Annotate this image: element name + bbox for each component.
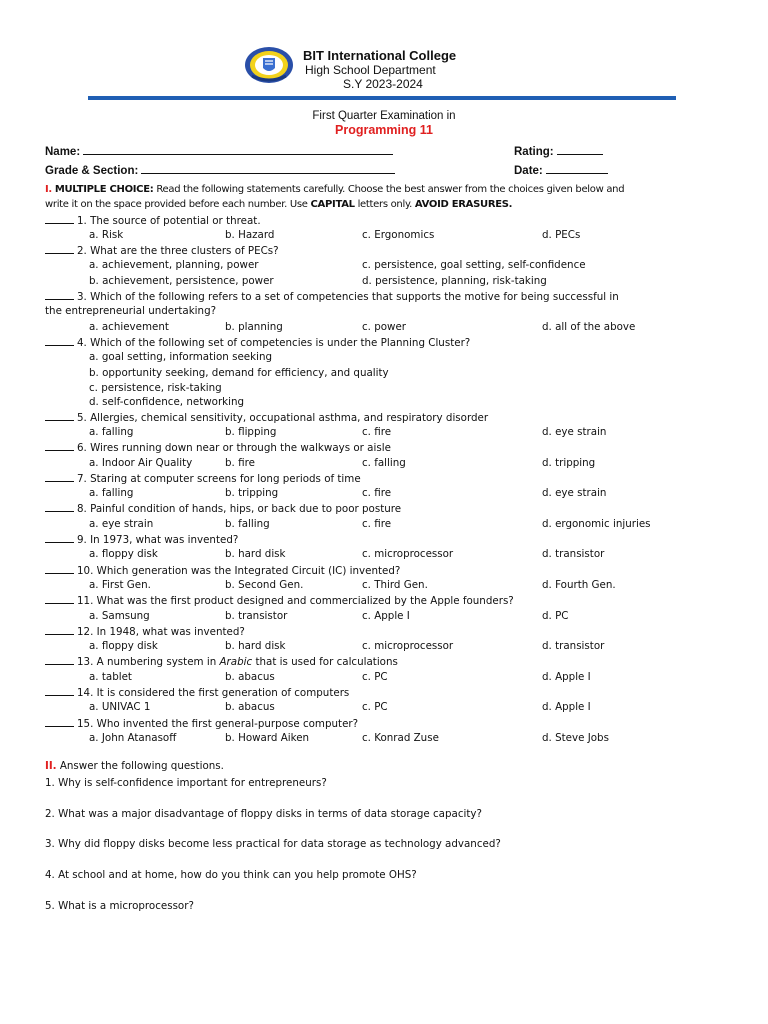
choice-b: b. Hazard <box>225 228 275 241</box>
header-rule <box>88 96 676 100</box>
instructions-line-2 <box>45 197 715 212</box>
choice-c: c. persistence, goal setting, self-confidence <box>362 259 586 272</box>
exam-title: First Quarter Examination in <box>312 110 456 122</box>
instructions-text-c: letters only. <box>354 199 415 211</box>
instructions-line-1 <box>45 182 715 197</box>
department: High School Department <box>305 62 436 77</box>
part1-multiple-choice <box>45 182 715 746</box>
choice-d: d. Steve Jobs <box>542 731 609 744</box>
choice-d: d. tripping <box>542 456 596 469</box>
question-3-cont: the entrepreneurial undertaking? <box>45 305 217 318</box>
answer-blank-5[interactable] <box>45 410 74 421</box>
choice-c: c. PC <box>362 701 388 714</box>
question-emphasis: Arabic <box>219 656 253 669</box>
question-15 <box>45 716 715 731</box>
answer-blank-2[interactable] <box>45 243 74 254</box>
choices-15 <box>45 731 715 746</box>
choice-d: d. Apple I <box>542 701 591 714</box>
date-line[interactable] <box>546 162 608 174</box>
subject-title: Programming 11 <box>335 123 433 137</box>
choice-a: a. tablet <box>89 670 132 683</box>
open-question-5: 5. What is a microprocessor? <box>45 900 194 912</box>
choice-c: c. Ergonomics <box>362 228 435 241</box>
answer-blank-1[interactable] <box>45 213 74 224</box>
question-text: 4. Which of the following set of competencies is under the Planning Cluster? <box>77 336 471 349</box>
question-2 <box>45 243 715 258</box>
date-label: Date: <box>514 165 543 177</box>
choice-b: b. planning <box>225 320 283 333</box>
choice-a: a. goal setting, information seeking <box>89 351 273 364</box>
answer-blank-10[interactable] <box>45 563 74 574</box>
question-9 <box>45 532 715 547</box>
choice-b: b. flipping <box>225 425 277 438</box>
school-year: S.Y 2023-2024 <box>343 76 423 91</box>
school-header <box>0 0 768 110</box>
grade-line[interactable] <box>141 162 395 174</box>
choice-a: a. falling <box>89 425 134 438</box>
question-5 <box>45 410 715 425</box>
choices-3 <box>45 320 715 335</box>
choices-8 <box>45 517 715 532</box>
question-12 <box>45 624 715 639</box>
avoid-erasures: AVOID ERASURES. <box>414 199 513 211</box>
choice-d: d. persistence, planning, risk-taking <box>362 274 547 287</box>
answer-blank-11[interactable] <box>45 593 74 604</box>
answer-blank-8[interactable] <box>45 501 74 512</box>
choice-a: a. Risk <box>89 228 124 241</box>
open-question-1: 1. Why is self-confidence important for entrepreneurs? <box>45 777 327 789</box>
choice-a: a. UNIVAC 1 <box>89 701 151 714</box>
choice-a: a. John Atanasoff <box>89 731 177 744</box>
choice-b: b. transistor <box>225 609 288 622</box>
choices-14 <box>45 700 715 715</box>
question-text: 14. It is considered the first generation of computers <box>77 687 350 699</box>
choice-a: a. First Gen. <box>89 578 151 591</box>
choice-d: d. PC <box>542 609 569 622</box>
choice-4a-row <box>45 350 715 365</box>
part2-instruction: Answer the following questions. <box>56 760 224 772</box>
question-text: 8. Painful condition of hands, hips, or back due to poor posture <box>77 503 402 516</box>
choices-7 <box>45 486 715 501</box>
answer-blank-7[interactable] <box>45 471 74 482</box>
choice-c: c. falling <box>362 456 406 469</box>
instructions-text-a: Read the following statements carefully. Choose the best answer from the choices given below and <box>153 184 625 195</box>
choice-b: b. hard disk <box>225 640 286 653</box>
question-text: 2. What are the three clusters of PECs? <box>77 245 279 258</box>
question-text: 5. Allergies, chemical sensitivity, occupational asthma, and respiratory disorder <box>77 411 489 424</box>
name-line[interactable] <box>83 143 393 155</box>
choice-b: b. fire <box>225 456 255 469</box>
question-6 <box>45 440 715 455</box>
answer-blank-12[interactable] <box>45 624 74 635</box>
answer-blank-6[interactable] <box>45 440 74 451</box>
choice-b: b. tripping <box>225 487 279 500</box>
choice-4b-row <box>45 366 715 381</box>
choices-12 <box>45 639 715 654</box>
question-text: 3. Which of the following refers to a set of competencies that supports the motive for being successful in <box>77 291 619 304</box>
choice-d: d. Fourth Gen. <box>542 578 616 591</box>
choice-c: c. persistence, risk-taking <box>89 381 222 394</box>
choice-c: c. fire <box>362 487 392 500</box>
school-name: BIT International College <box>303 48 457 63</box>
choice-d: d. transistor <box>542 640 605 653</box>
question-text: 11. What was the first product designed and commercialized by the Apple founders? <box>77 595 514 608</box>
question-text: 10. Which generation was the Integrated Circuit (IC) invented? <box>77 564 401 577</box>
choices-1 <box>45 228 715 243</box>
choice-a: a. floppy disk <box>89 640 158 653</box>
question-text: 15. Who invented the first general-purpose computer? <box>77 717 359 730</box>
answer-blank-3[interactable] <box>45 289 74 300</box>
choice-d: d. transistor <box>542 548 605 561</box>
rating-label: Rating: <box>514 146 554 158</box>
question-14 <box>45 685 715 700</box>
choice-d: d. ergonomic injuries <box>542 517 651 530</box>
name-field <box>45 143 393 158</box>
choice-a: a. Indoor Air Quality <box>89 456 193 469</box>
choices-5 <box>45 425 715 440</box>
part2-numeral: II. <box>45 760 57 772</box>
choice-c: c. Third Gen. <box>362 578 428 591</box>
choice-c: c. PC <box>362 670 388 683</box>
choices-6 <box>45 456 715 471</box>
open-question-3: 3. Why did floppy disks become less practical for data storage as technology advanced? <box>45 838 501 850</box>
choices-2-row1 <box>45 258 715 273</box>
choice-c: c. Konrad Zuse <box>362 731 439 744</box>
grade-label: Grade & Section: <box>45 165 139 177</box>
question-10 <box>45 563 715 578</box>
choice-a: a. achievement, planning, power <box>89 259 259 272</box>
question-11 <box>45 593 715 608</box>
choices-9 <box>45 547 715 562</box>
answer-blank-9[interactable] <box>45 532 74 543</box>
answer-blank-14[interactable] <box>45 685 74 696</box>
choice-b: b. hard disk <box>225 548 286 561</box>
question-text: 12. In 1948, what was invented? <box>77 625 245 638</box>
choice-a: a. floppy disk <box>89 548 158 561</box>
choice-c: c. power <box>362 320 407 333</box>
choice-b: b. abacus <box>225 701 275 714</box>
choice-4d-row <box>45 396 715 410</box>
question-text: 6. Wires running down near or through the walkways or aisle <box>77 442 391 455</box>
choice-b: b. abacus <box>225 670 275 683</box>
answer-blank-4[interactable] <box>45 335 74 346</box>
question-text: 7. Staring at computer screens for long periods of time <box>77 472 361 485</box>
question-13 <box>45 654 715 669</box>
grade-section-field <box>45 162 395 177</box>
question-7 <box>45 471 715 486</box>
choice-d: d. eye strain <box>542 487 607 500</box>
choice-d: d. eye strain <box>542 425 607 438</box>
question-text: 13. A numbering system in <box>77 656 220 669</box>
question-text: 9. In 1973, what was invented? <box>77 534 239 547</box>
name-label: Name: <box>45 146 81 158</box>
choice-d: d. PECs <box>542 228 581 241</box>
choices-2-row2 <box>45 274 715 289</box>
question-3 <box>45 289 715 304</box>
question-8 <box>45 501 715 516</box>
question-4 <box>45 335 715 350</box>
choice-d: d. Apple I <box>542 670 591 683</box>
school-logo-icon <box>244 46 294 84</box>
choice-c: c. microprocessor <box>362 640 454 653</box>
answer-blank-15[interactable] <box>45 716 74 727</box>
choice-b: b. Second Gen. <box>225 578 304 591</box>
rating-field <box>514 143 603 158</box>
open-question-4: 4. At school and at home, how do you think can you help promote OHS? <box>45 869 417 881</box>
choice-a: a. falling <box>89 487 134 500</box>
question-1 <box>45 213 715 228</box>
choice-d: d. all of the above <box>542 320 636 333</box>
choice-c: c. microprocessor <box>362 548 454 561</box>
choice-b: b. Howard Aiken <box>225 731 310 744</box>
choice-c: c. fire <box>362 517 392 530</box>
choices-10 <box>45 578 715 593</box>
choice-4c-row <box>45 381 715 396</box>
choices-13 <box>45 670 715 685</box>
choice-c: c. Apple I <box>362 609 410 622</box>
choice-c: c. fire <box>362 425 392 438</box>
capital-emphasis: CAPITAL <box>310 199 355 211</box>
choice-b: b. opportunity seeking, demand for efficiency, and quality <box>89 366 389 379</box>
choice-b: b. achievement, persistence, power <box>89 274 274 287</box>
question-text-end: that is used for calculations <box>252 656 398 669</box>
rating-line[interactable] <box>557 143 603 155</box>
part1-title: MULTIPLE CHOICE: <box>54 184 154 195</box>
choice-b: b. falling <box>225 517 270 530</box>
part2-heading <box>45 760 224 772</box>
instructions-text-b: write it on the space provided before each number. Use <box>45 199 311 211</box>
choice-a: a. achievement <box>89 320 169 333</box>
date-field <box>514 162 608 177</box>
answer-blank-13[interactable] <box>45 654 74 665</box>
question-text: 1. The source of potential or threat. <box>77 214 261 227</box>
choice-a: a. eye strain <box>89 517 154 530</box>
choices-11 <box>45 609 715 624</box>
open-question-2: 2. What was a major disadvantage of floppy disks in terms of data storage capacity? <box>45 808 482 820</box>
choice-a: a. Samsung <box>89 609 150 622</box>
choice-d: d. self-confidence, networking <box>89 396 245 409</box>
part1-numeral: I. <box>45 184 52 195</box>
